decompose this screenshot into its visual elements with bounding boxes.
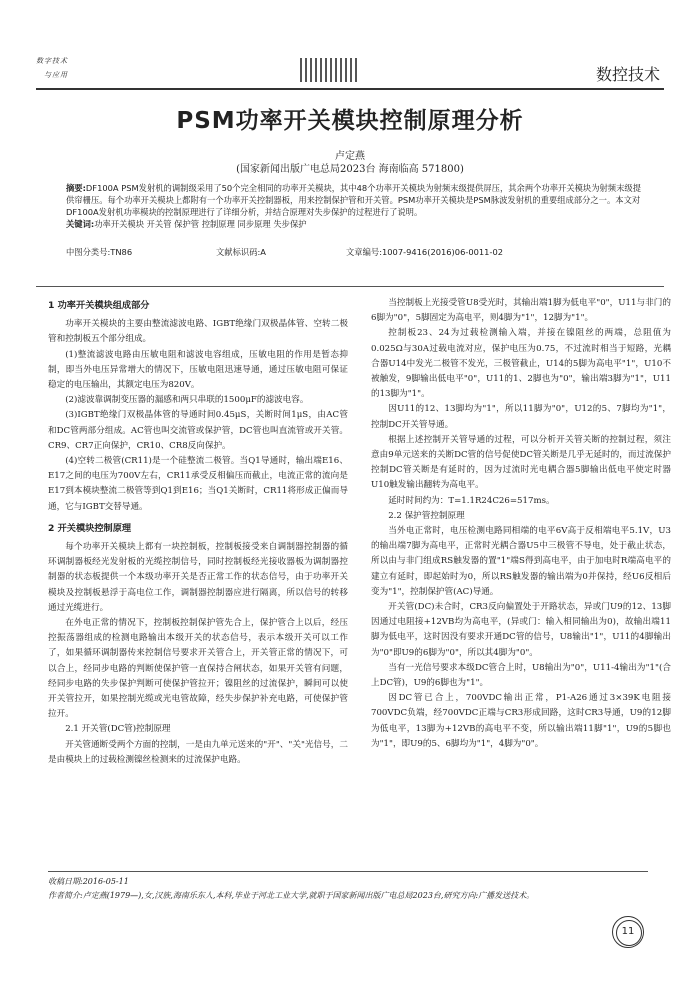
article-number: 文章编号:1007-9416(2016)06-0011-02 bbox=[346, 247, 504, 257]
footnote-rule bbox=[48, 871, 648, 872]
paragraph: 当控制板上光接受管U8受光时，其输出端1脚为低电平"0"，U11与非门的6脚为"0"，5脚固定为高电平，则4脚为"1"，12脚为"1"。 bbox=[371, 298, 671, 324]
header-decoration bbox=[300, 58, 360, 82]
keywords: 功率开关模块 开关管 保护管 控制原理 同步原理 失步保护 bbox=[94, 219, 307, 229]
affiliation: (国家新闻出版广电总局2023台 海南临高 571800) bbox=[236, 164, 464, 175]
paragraph: 当外电正常时，电压检测电路同相端的电平6V高于反相端电平5.1V，U3的输出端7脚为高电平，正常时光耦合器U5中三极管不导电，处于截止状态，所以由与非门组成RS触发器的置"1"端S得到高电平，由于加电时R端高电平的建立有延时，即起始时为0，所以RS触发器的输出端为0并保持，经U6反相后变为"1"，控制保护管(AC)导通。 bbox=[371, 526, 671, 597]
header-rule bbox=[36, 88, 664, 90]
abstract-label: 摘要: bbox=[66, 183, 86, 193]
author: 卢定燕 bbox=[335, 151, 365, 162]
left-column bbox=[48, 296, 348, 768]
abstract-text: DF100A PSM发射机的调制级采用了50个完全相同的功率开关模块，其中48个功率开关模块为射频末级提供屏压，其余两个功率开关模块为射频末级提供帘栅压。每个功率开关模块上都附有一个功率开关控制器板，用来控制保护管和开关管。PSM功率开关模块是PSM脉波发射机的重要组成部分之一。本文对DF100A发射机功率模块的控制原理进行了详细分析，并结合原理对失步保护的过程进行了说明。 bbox=[66, 183, 641, 217]
paragraph: 在外电正常的情况下，控制板控制保护管先合上，保护管合上以后，经压控振荡器组成的检测电路输出本级开关的状态信号，表示本级开关可以工作了，如果循环调制器传来控制信号要求开关管合上，开关管正常的情况下，可以合上，经同步电路的判断使保护管一直保持合闸状态，如果开关管有问题，经同步电路的失步保护判断可使保护管拉开；镍阻丝的过流保护，瞬间可以使开关管拉开，如果控制光缆或光电管故障，经失步保护补充电路，可使保护管拉开。 bbox=[48, 618, 348, 720]
paragraph: 延时时间约为：T=1.1R24C26=517ms。 bbox=[388, 495, 555, 506]
clc-number: 中图分类号:TN86 bbox=[66, 247, 133, 257]
paper-title: PSM功率开关模块控制原理分析 bbox=[176, 108, 524, 134]
paragraph: 功率开关模块的主要由整流滤波电路、IGBT绝缘门双极晶体管、空转二极管和控制板五个部分组成。 bbox=[48, 319, 348, 345]
subsection-heading: 2.2 保护管控制原理 bbox=[388, 510, 465, 521]
paragraph: 每个功率开关模块上都有一块控制板，控制板接受来自调制器控制器的循环调制器板经光发射板的光缆控制信号，同时控制板经光接收器板为调制器控制器的状态板提供一个本级功率开关是否正常工作的状态信号，由于功率开关模块及控制板悬浮于高电位工作，调制器控制器应进行隔离，所以信号的转移通过光缆进行。 bbox=[48, 542, 348, 613]
doc-code: 文献标识码:A bbox=[216, 247, 266, 257]
keywords-label: 关键词: bbox=[66, 219, 95, 229]
page-number: 11 bbox=[621, 926, 635, 937]
paragraph: 控制板23、24为过载检测输入端，并接在镍阻丝的两端，总阻值为0.025Ω与30A过载电流对应，保护电压为0.75，不过流时相当于短路，光耦合器U14中发光二极管不发光，三极管截止，U14的5脚为高电平"1"，U10不被触发，9脚输出低电平"0"，U11的1、2脚也为"0"，输出端3脚为"1"，U11的13脚为"1"。 bbox=[371, 328, 671, 400]
paragraph: (1)整流滤波电路由压敏电阻和滤波电容组成，压敏电阻的作用是暂态抑制，即当外电压异常增大的情况下，压敏电阻迅速导通，通过压敏电阻可保证稳定的电压输出，其额定电压为820V。 bbox=[48, 349, 348, 391]
logo-line2: 与应用 bbox=[44, 71, 68, 79]
section-heading: 1 功率开关模块组成部分 bbox=[48, 300, 150, 311]
page-number-badge bbox=[612, 916, 644, 948]
meta-rule bbox=[36, 286, 664, 287]
subsection-heading: 2.1 开关管(DC管)控制原理 bbox=[65, 724, 171, 735]
paragraph: 开关管(DC)未合时，CR3反向偏置处于开路状态，异或门U9的12、13脚因通过电阻接+12VB均为高电平，(异或门：输入相同输出为0)，故输出端11脚为低电平，这时因没有要求开通DC管的信号，U8输出"1"，U11的4脚输出为"0"即U9的6脚为"0"，所以其4脚为"0"。 bbox=[371, 602, 671, 658]
received-date: 收稿日期:2016-05-11 bbox=[48, 877, 129, 886]
abstract bbox=[66, 182, 646, 230]
paragraph: 当有一光信号要求本级DC管合上时，U8输出为"0"，U11-4输出为"1"(合上DC管)，U9的6脚也为"1"。 bbox=[371, 662, 671, 689]
paragraph: 因DC管已合上，700VDC输出正常，P1-A26通过3×39K电阻接700VDC负端，经700VDC正端与CR3形成回路，这时CR3导通，U9的12脚为低电平，13脚为+12VB的高电平不变，所以输出端11脚"1"，U9的5脚也为"1"，即U9的5、6脚均为"1"，4脚为"0"。 bbox=[371, 693, 671, 749]
section-heading: 2 开关模块控制原理 bbox=[48, 522, 132, 534]
paragraph: 因U11的12、13脚均为"1"，所以11脚为"0"，U12的5、7脚均为"1"，控制DC开关管导通。 bbox=[371, 404, 671, 430]
paragraph: 开关管通断受两个方面的控制，一是由九单元送来的"开"、"关"光信号，二是由模块上的过载检测镍丝检测来的过流保护电路。 bbox=[48, 739, 348, 765]
paragraph: (3)IGBT绝缘门双极晶体管的导通时间0.45μS，关断时间1μS，由AC管和DC管两部分组成。AC管也叫交流管或保护管，DC管也叫直流管或开关管。CR9、CR7正向保护，CR10、CR8反向保护。 bbox=[48, 410, 348, 451]
journal-logo bbox=[36, 56, 96, 86]
paragraph: 根据上述控制开关管导通的过程，可以分析开关管关断的控制过程，须注意由9单元送来的关断DC管的信号促使DC管关断是几乎无延时的，而过流保护控制DC管关断是有延时的，因为过流时光电耦合器5脚输出低电平使定时器U10触发输出翻转为高电平。 bbox=[371, 434, 671, 491]
author-bio: 作者简介:卢定燕(1979—),女,汉族,海南乐东人,本科,毕业于河北工业大学,就职于国家新闻出版广电总局2023台,研究方向:广播发送技术。 bbox=[48, 891, 535, 900]
paragraph: (2)滤波靠调制变压器的漏感和两只串联的1500μF的滤波电容。 bbox=[65, 395, 309, 406]
section-tag: 数控技术 bbox=[595, 65, 660, 84]
right-column bbox=[371, 296, 671, 752]
paragraph: (4)空转二极管(CR11)是一个硅整流二极管。当Q1导通时，输出端E16、E17之间的电压为700V左右，CR11承受反相偏压而截止，电流正常的流向是E17到本模块整流二极管等到Q1到E16；当Q1关断时，CR11将形成正偏而导通，它与IGBT交替导通。 bbox=[48, 456, 348, 512]
logo-line1: 数字技术 bbox=[36, 57, 68, 65]
footnote bbox=[48, 875, 668, 903]
